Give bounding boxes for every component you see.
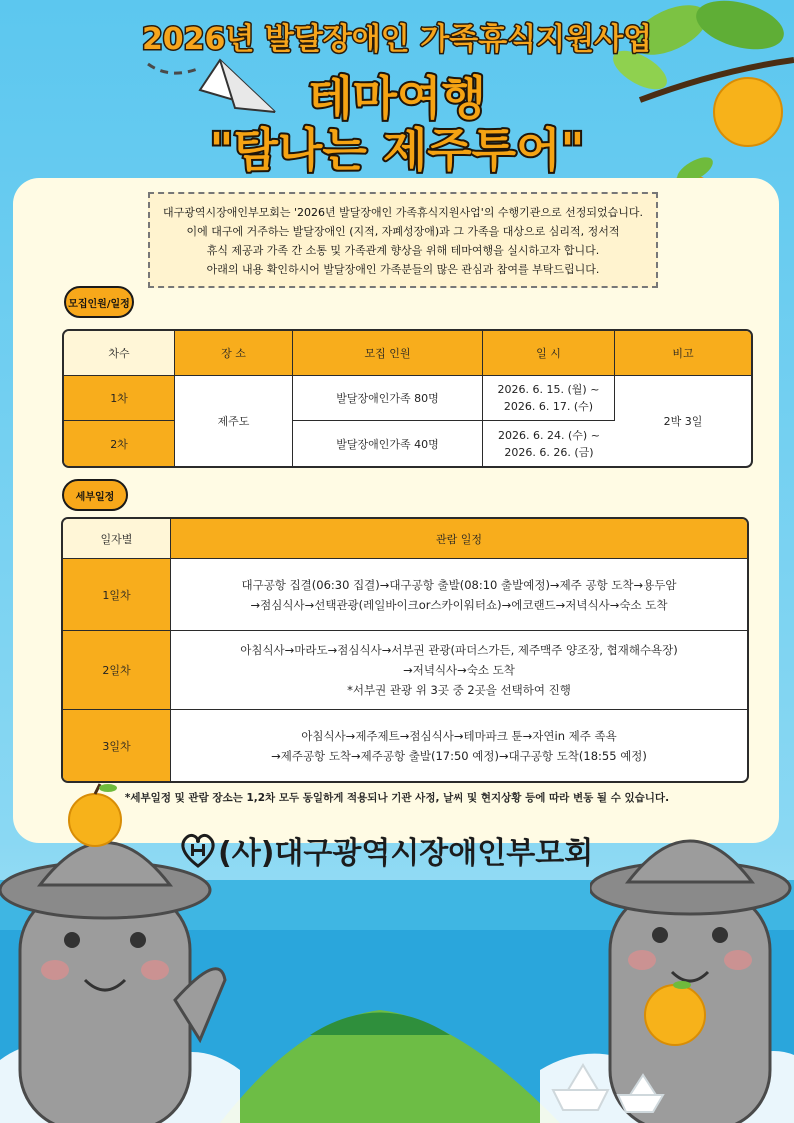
paper-boat-icon [548,1060,668,1120]
recruit-table [62,329,753,468]
intro-line: 휴식 제공과 가족 간 소통 및 가족관계 향상을 위해 테마여행을 실시하고자 합니다. [206,244,600,257]
theme-title [0,72,794,176]
intro-box [148,192,658,288]
note-cell: 2박 3일 [663,415,703,428]
date-end: 2026. 6. 26. (금) [504,445,594,459]
people-cell: 발달장애인가족 80명 [293,376,483,421]
itinerary-cell [171,710,747,781]
intro-line: 아래의 내용 확인하시어 발달장애인 가족분들의 많은 관심과 참여를 부탁드립니다. [206,263,600,276]
recruit-tag: 모집인원/일정 [64,286,134,318]
schedule-footnote: *세부일정 및 관람 장소는 1,2차 모두 동일하게 적용되나 기관 사정, 날씨 및 현지상황 등에 따라 변동 될 수 있습니다. [124,792,670,804]
program-title: 2026년 발달장애인 가족휴식지원사업 [141,22,653,57]
date-start: 2026. 6. 24. (수) ~ [498,428,600,442]
header-itinerary: 관람 일정 [171,519,747,559]
people-cell: 발달장애인가족 40명 [293,421,483,466]
header-round: 차수 [64,331,175,376]
itinerary-cell [171,631,747,710]
header-day: 일자별 [63,519,171,559]
itinerary-line: →제주공항 도착→제주공항 출발(17:50 예정)→대구공항 도착(18:55 예정) [271,748,647,763]
header-date: 일 시 [483,331,615,376]
header-people: 모집 인원 [293,331,483,376]
day-cell: 2일차 [63,631,171,710]
organization-name: (사)대구광역시장애인부모회 [218,836,594,871]
intro-line: 대구광역시장애인부모회는 '2026년 발달장애인 가족휴식지원사업'의 수행기관으로 선정되었습니다. [162,206,644,219]
round-cell: 2차 [64,421,175,466]
itinerary-line: 아침식사→제주제트→점심식사→테마파크 툰→자연in 제주 족욕 [301,728,617,743]
date-cell [483,376,615,421]
header-place: 장 소 [175,331,293,376]
itinerary-line: →점심식사→선택관광(레일바이크or스카이워터쇼)→에코랜드→저녁식사→숙소 도착 [250,597,668,612]
itinerary-line: →저녁식사→숙소 도착 [403,663,515,677]
itinerary-line: 아침식사→마라도→점심식사→서부권 관광(파더스가든, 제주맥주 양조장, 협재해수욕장) [240,643,678,657]
day-cell: 3일차 [63,710,171,781]
itinerary-line: *서부권 관광 위 3곳 중 2곳을 선택하여 진행 [347,683,571,697]
theme-title-line2: "탐나는 제주투어" [209,123,585,177]
theme-title-line1: 테마여행 [308,71,486,125]
itinerary-cell [171,559,747,631]
organization-logo [178,830,593,870]
intro-line: 이에 대구에 거주하는 발달장애인 (지적, 자폐성장애)과 그 가족을 대상으로 심리적, 정서적 [186,225,620,238]
place-cell: 제주도 [175,376,293,466]
tangerine-icon [69,794,121,846]
header-note: 비고 [615,331,751,376]
round-cell: 1차 [64,376,175,421]
dol-hareubang-icon [0,780,240,1123]
itinerary-line: 대구공항 집결(06:30 집결)→대구공항 출발(08:10 출발예정)→제주 공항 도착→용두암 [241,577,677,592]
schedule-tag: 세부일정 [62,479,128,511]
date-cell [483,421,615,466]
day-cell: 1일차 [63,559,171,631]
schedule-table [61,517,749,783]
date-start: 2026. 6. 15. (월) ~ [497,383,600,396]
tangerine-icon [645,985,705,1045]
date-end: 2026. 6. 17. (수) [503,400,594,413]
